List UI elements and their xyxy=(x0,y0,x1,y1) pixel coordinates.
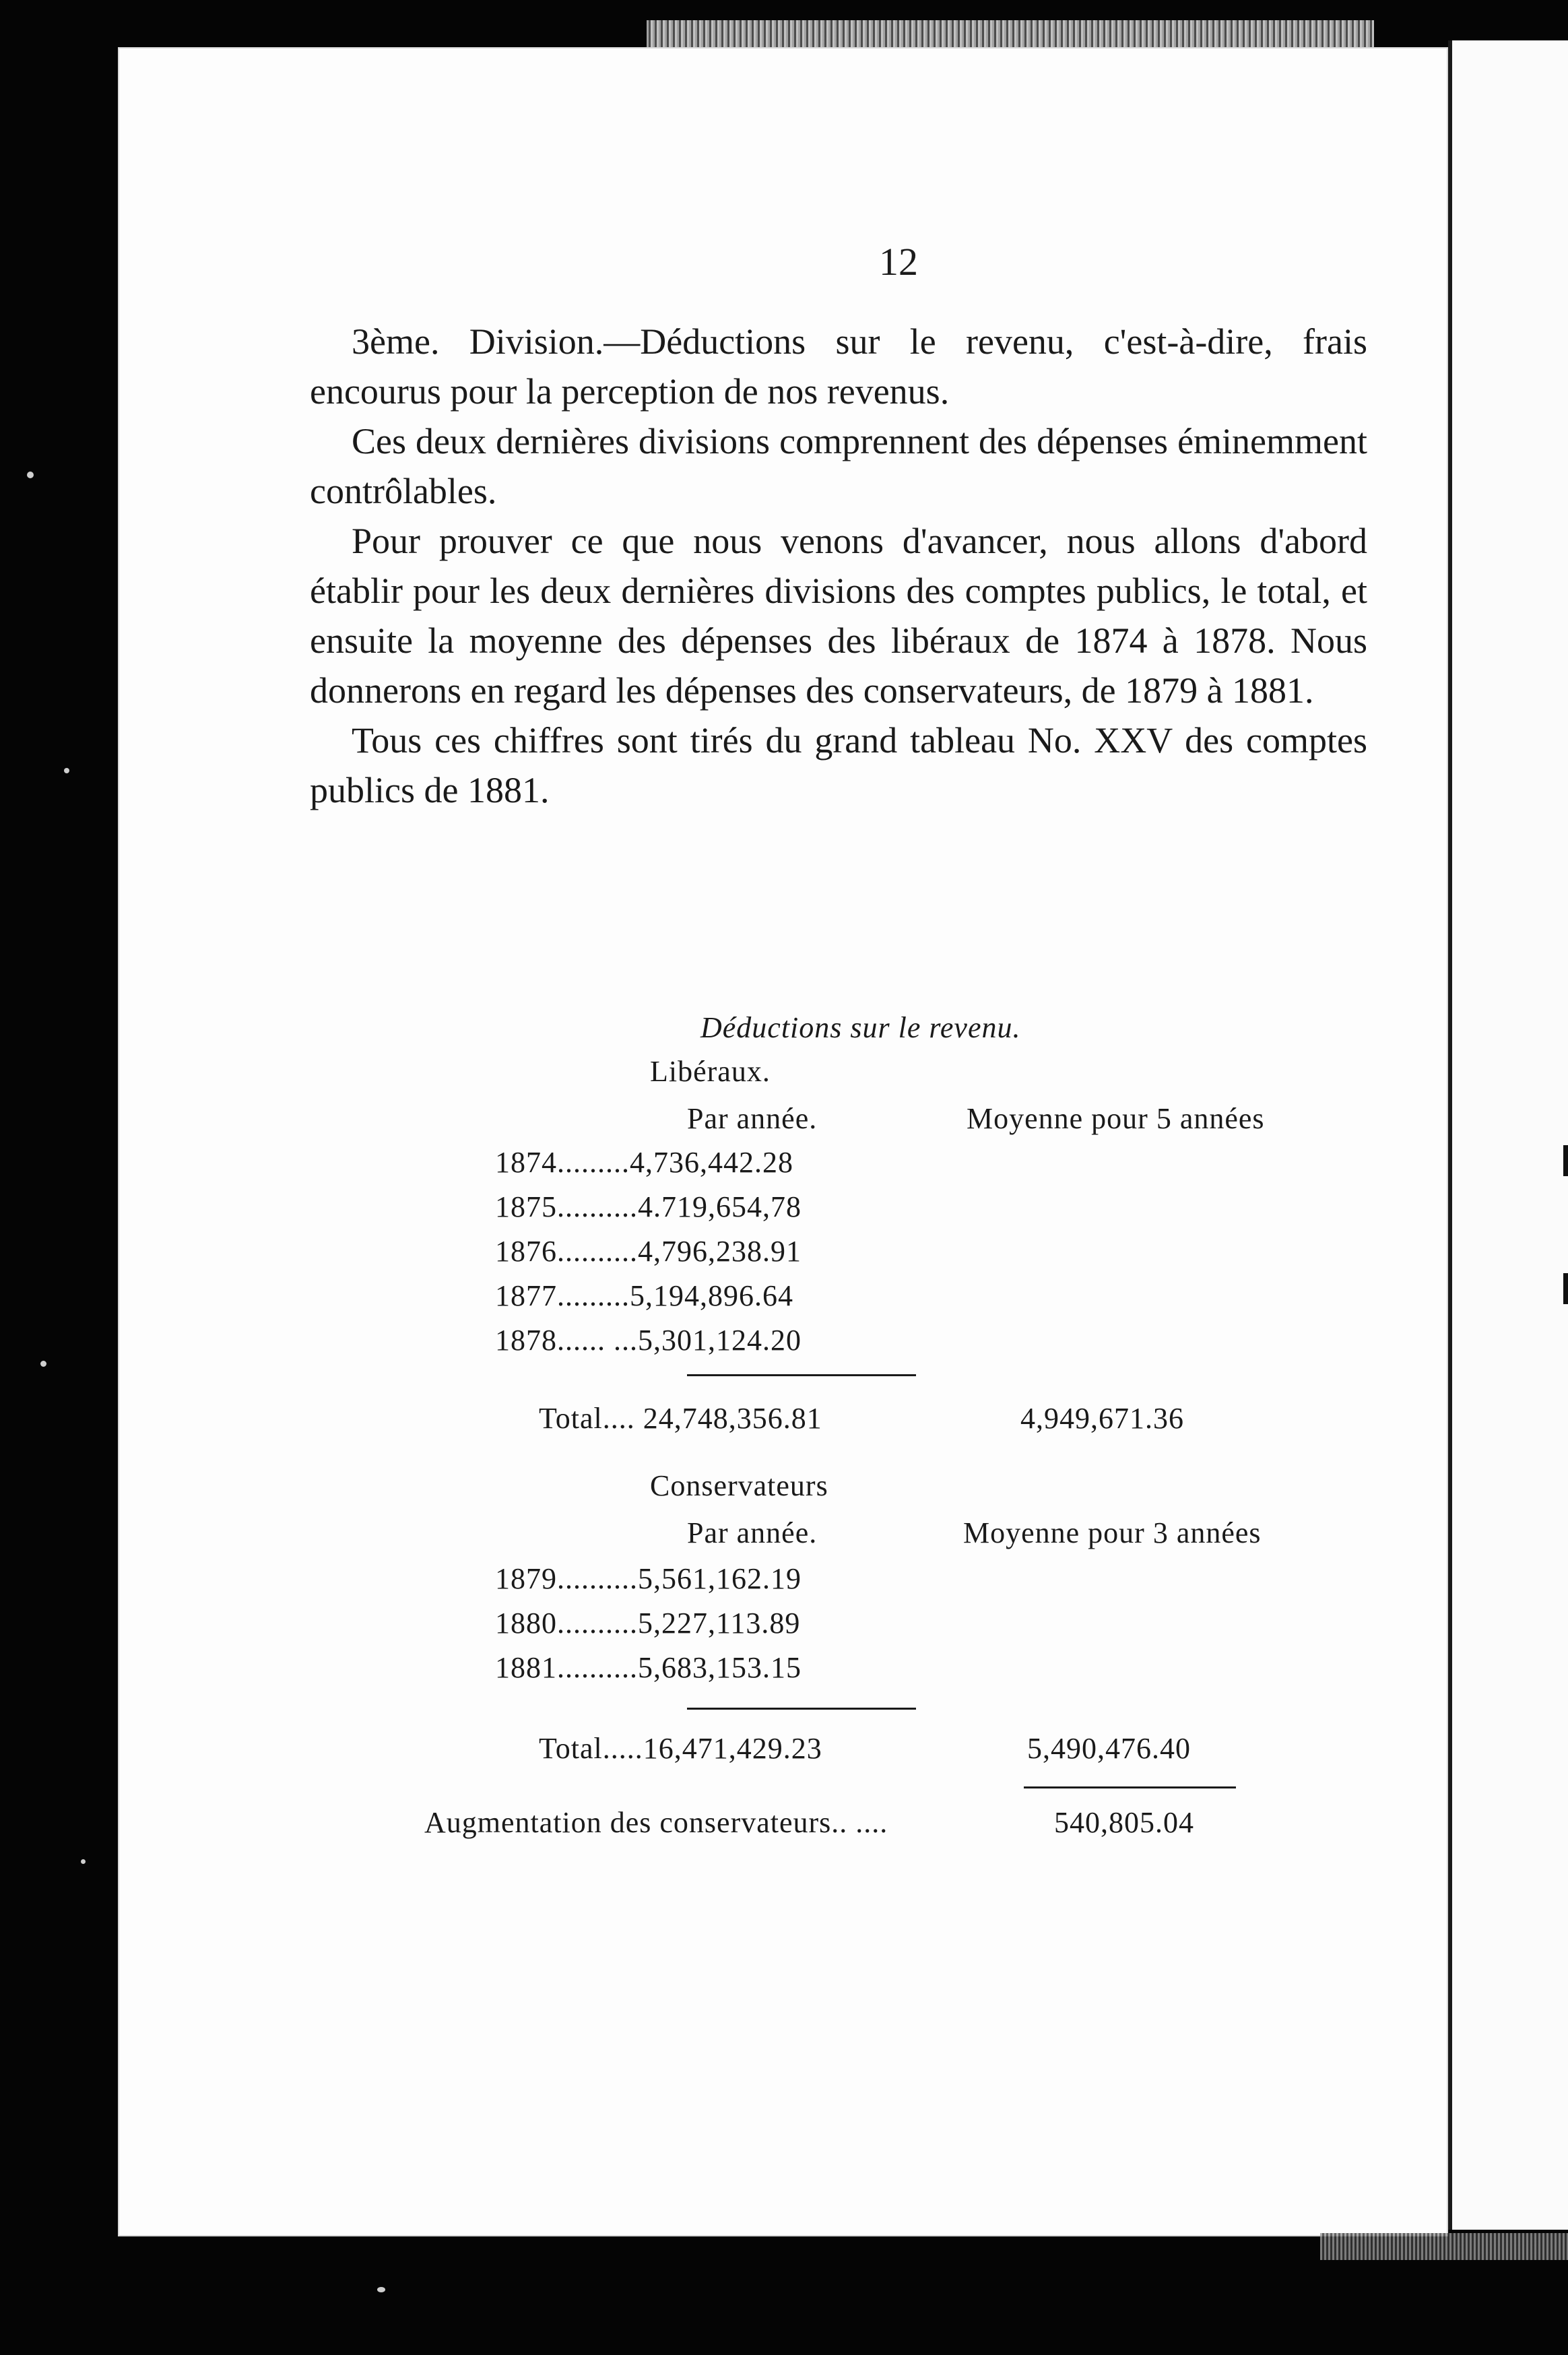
scan-speck xyxy=(40,1361,46,1367)
liberaux-average: 4,949,671.36 xyxy=(1020,1402,1184,1435)
facing-page-mark xyxy=(1563,1273,1568,1304)
conservateurs-average: 5,490,476.40 xyxy=(1027,1732,1191,1765)
scan-speck xyxy=(64,768,69,773)
liberaux-total: Total.... 24,748,356.81 xyxy=(539,1402,822,1435)
conservateurs-avg-header: Moyenne pour 3 années xyxy=(963,1516,1262,1549)
facing-page-edge xyxy=(1448,40,1568,2230)
table-row: 1881..........5,683,153.15 xyxy=(495,1651,802,1684)
total-rule xyxy=(1024,1786,1236,1788)
scan-edge-bottom xyxy=(1320,2233,1568,2260)
total-rule xyxy=(687,1374,916,1376)
liberaux-avg-header: Moyenne pour 5 années xyxy=(967,1102,1265,1135)
total-rule xyxy=(687,1708,916,1710)
table-title: Déductions sur le revenu. xyxy=(700,1011,1021,1044)
table-row: 1879..........5,561,162.19 xyxy=(495,1562,802,1595)
augmentation-value: 540,805.04 xyxy=(1054,1806,1194,1839)
paragraph: Pour prouver ce que nous venons d'avancer, nous allons d'abord établir pour les deux dernières divisions des comptes publics, le total, et ensuite la moyenne des dépenses des libéraux de 1874 à 1878. Nous donnerons en regard les dépenses des conservateurs, de 1879 à 1881. xyxy=(310,521,1367,711)
conservateurs-total: Total.....16,471,429.23 xyxy=(539,1732,822,1765)
paragraph: 3ème. Division.—Déductions sur le revenu, c'est-à-dire, frais encourus pour la perception de nos revenus. xyxy=(310,321,1367,412)
table-row: 1875..........4.719,654,78 xyxy=(495,1190,802,1223)
scan-speck xyxy=(27,472,34,478)
table-row: 1874.........4,736,442.28 xyxy=(495,1146,793,1179)
conservateurs-heading: Conservateurs xyxy=(650,1469,828,1502)
table-row: 1878...... ...5,301,124.20 xyxy=(495,1324,802,1357)
scan-speck xyxy=(81,1859,86,1864)
table-row: 1876..........4,796,238.91 xyxy=(495,1235,802,1268)
augmentation-label: Augmentation des conservateurs.. .... xyxy=(424,1806,888,1839)
paragraph: Tous ces chiffres sont tirés du grand tableau No. XXV des comptes publics de 1881. xyxy=(310,720,1367,810)
table-row: 1877.........5,194,896.64 xyxy=(495,1279,793,1312)
liberaux-col-header: Par année. xyxy=(687,1102,818,1135)
scan-speck xyxy=(377,2287,385,2292)
facing-page-mark xyxy=(1563,1145,1568,1176)
liberaux-heading: Libéraux. xyxy=(650,1055,771,1088)
paragraph: Ces deux dernières divisions comprennent des dépenses éminemment contrôlables. xyxy=(310,421,1367,511)
page-number: 12 xyxy=(879,240,918,284)
table-row: 1880..........5,227,113.89 xyxy=(495,1607,801,1640)
body-text xyxy=(310,317,1367,815)
conservateurs-col-header: Par année. xyxy=(687,1516,818,1549)
scan-edge-top xyxy=(647,20,1374,49)
